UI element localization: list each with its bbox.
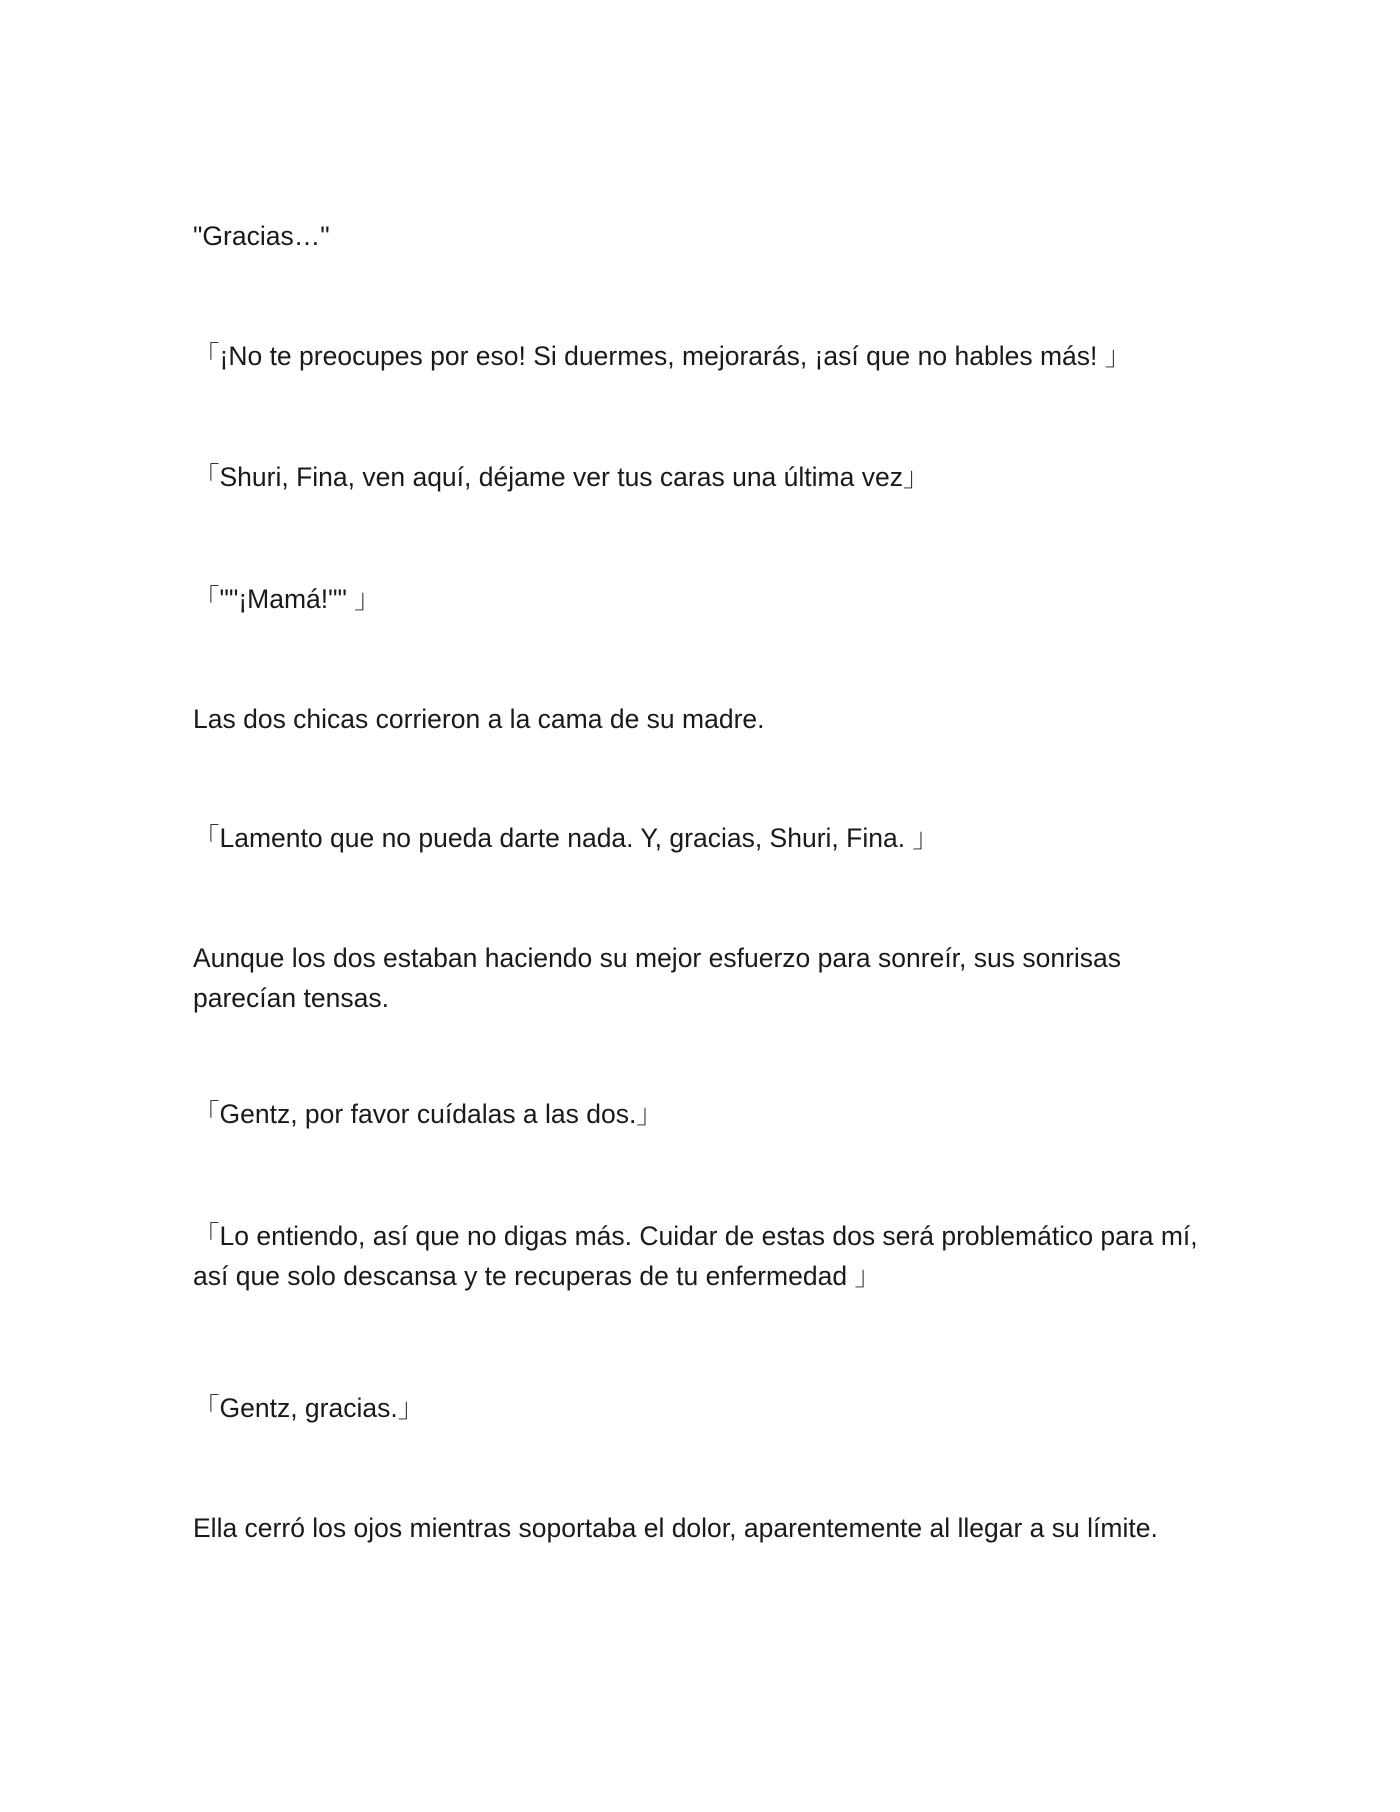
paragraph-lo-entiendo: 「Lo entiendo, así que no digas más. Cuidar de estas dos será problemático para mí, así que solo descansa y te recuperas de tu enfermedad 」 bbox=[193, 1221, 1198, 1291]
paragraph-ella-cerro: Ella cerró los ojos mientras soportaba el dolor, aparentemente al llegar a su límite. bbox=[193, 1513, 1158, 1543]
paragraph-mama: 「""¡Mamá!"" 」 bbox=[193, 584, 381, 614]
paragraph-las-dos-chicas: Las dos chicas corrieron a la cama de su madre. bbox=[193, 704, 765, 734]
paragraph-shuri-fina: 「Shuri, Fina, ven aquí, déjame ver tus caras una última vez」 bbox=[193, 462, 930, 492]
paragraph-gracias: "Gracias…" bbox=[193, 221, 330, 251]
paragraph-gentz-gracias: 「Gentz, gracias.」 bbox=[193, 1393, 425, 1423]
paragraph-gentz-cuidalas: 「Gentz, por favor cuídalas a las dos.」 bbox=[193, 1099, 663, 1129]
paragraph-aunque: Aunque los dos estaban haciendo su mejor esfuerzo para sonreír, sus sonrisas parecían tensas. bbox=[193, 943, 1122, 1013]
paragraph-no-te-preocupes: 「¡No te preocupes por eso! Si duermes, mejorarás, ¡así que no hables más! 」 bbox=[193, 341, 1132, 371]
paragraph-lamento: 「Lamento que no pueda darte nada. Y, gracias, Shuri, Fina. 」 bbox=[193, 823, 939, 853]
